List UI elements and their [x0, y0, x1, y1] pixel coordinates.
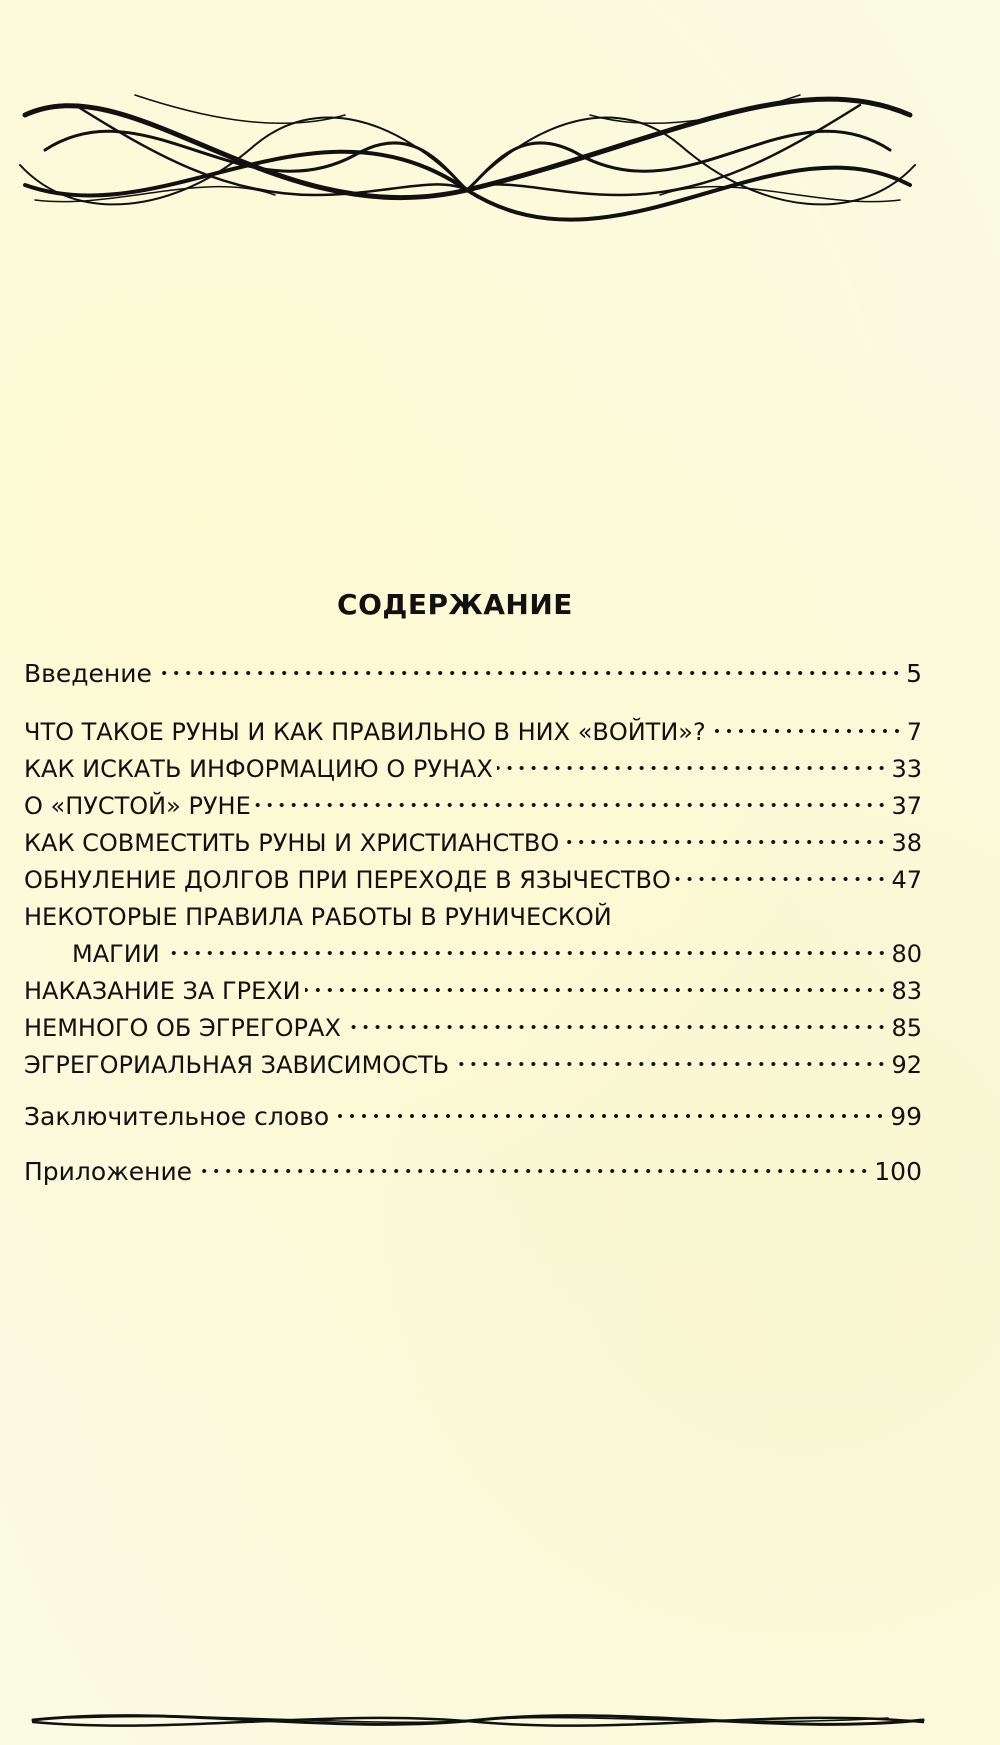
- dot-leader: [710, 728, 903, 734]
- toc-entry-title: Приложение: [24, 1157, 193, 1186]
- toc-entry-page: 7: [906, 718, 922, 746]
- toc-entry-page: 85: [891, 1014, 922, 1042]
- toc-entry-page: 47: [891, 866, 922, 894]
- toc-entry-what-are-runes: [24, 714, 922, 751]
- dot-leader: [305, 987, 888, 993]
- dot-leader: [563, 839, 887, 845]
- toc-entry-title: ОБНУЛЕНИЕ ДОЛГОВ ПРИ ПЕРЕХОДЕ В ЯЗЫЧЕСТВО: [24, 866, 671, 894]
- table-of-contents: [24, 655, 922, 1190]
- toc-entry-title: О «ПУСТОЙ» РУНЕ: [24, 792, 251, 820]
- toc-entry-title: НЕМНОГО ОБ ЭГРЕГОРАХ: [24, 1014, 341, 1042]
- toc-entry-title: КАК ИСКАТЬ ИНФОРМАЦИЮ О РУНАХ: [24, 755, 493, 783]
- dot-leader: [497, 765, 888, 771]
- dot-leader: [675, 876, 888, 882]
- toc-entry-title: НАКАЗАНИЕ ЗА ГРЕХИ: [24, 977, 301, 1005]
- toc-entry-page: 33: [891, 755, 922, 783]
- dot-leader: [333, 1113, 886, 1119]
- toc-entry-egregors: [24, 1010, 922, 1047]
- toc-title: СОДЕРЖАНИЕ: [337, 588, 573, 621]
- toc-entry-runes-christianity: [24, 825, 922, 862]
- dot-leader: [196, 1168, 870, 1174]
- toc-entry-empty-rune: [24, 788, 922, 825]
- toc-entry-page: 83: [891, 977, 922, 1005]
- toc-entry-title: ЭГРЕГОРИАЛЬНАЯ ЗАВИСИМОСТЬ: [24, 1051, 450, 1079]
- dot-leader: [345, 1024, 888, 1030]
- toc-entry-rules-line1: [24, 899, 922, 936]
- toc-entry-page: 99: [890, 1102, 922, 1131]
- top-flourish-ornament: [15, 75, 920, 225]
- toc-entry-page: 37: [891, 792, 922, 820]
- dot-leader: [453, 1061, 887, 1067]
- toc-entry-title: Введение: [24, 659, 152, 688]
- dot-leader: [156, 670, 902, 676]
- toc-entry-title: КАК СОВМЕСТИТЬ РУНЫ И ХРИСТИАНСТВО: [24, 829, 560, 857]
- toc-entry-title: МАГИИ: [72, 940, 160, 968]
- bottom-flourish-ornament: [28, 1700, 928, 1740]
- dot-leader: [255, 802, 888, 808]
- toc-entry-page: 38: [891, 829, 922, 857]
- toc-entry-conclusion: [24, 1098, 922, 1135]
- toc-entry-search-info: [24, 751, 922, 788]
- toc-entry-page: 100: [874, 1157, 922, 1186]
- toc-entry-title: ЧТО ТАКОЕ РУНЫ И КАК ПРАВИЛЬНО В НИХ «ВОЙТИ»?: [24, 718, 706, 746]
- toc-entry-punishment: [24, 973, 922, 1010]
- toc-entry-appendix: [24, 1153, 922, 1190]
- toc-entry-debt-reset: [24, 862, 922, 899]
- toc-entry-introduction: [24, 655, 922, 692]
- toc-entry-rules-line2: [24, 936, 922, 973]
- toc-entry-title: Заключительное слово: [24, 1102, 330, 1131]
- toc-entry-egregor-dependency: [24, 1047, 922, 1084]
- toc-entry-page: 80: [891, 940, 922, 968]
- toc-entry-page: 5: [906, 659, 922, 688]
- toc-entry-title: НЕКОТОРЫЕ ПРАВИЛА РАБОТЫ В РУНИЧЕСКОЙ: [24, 903, 612, 931]
- toc-entry-page: 92: [891, 1051, 922, 1079]
- dot-leader: [164, 950, 888, 956]
